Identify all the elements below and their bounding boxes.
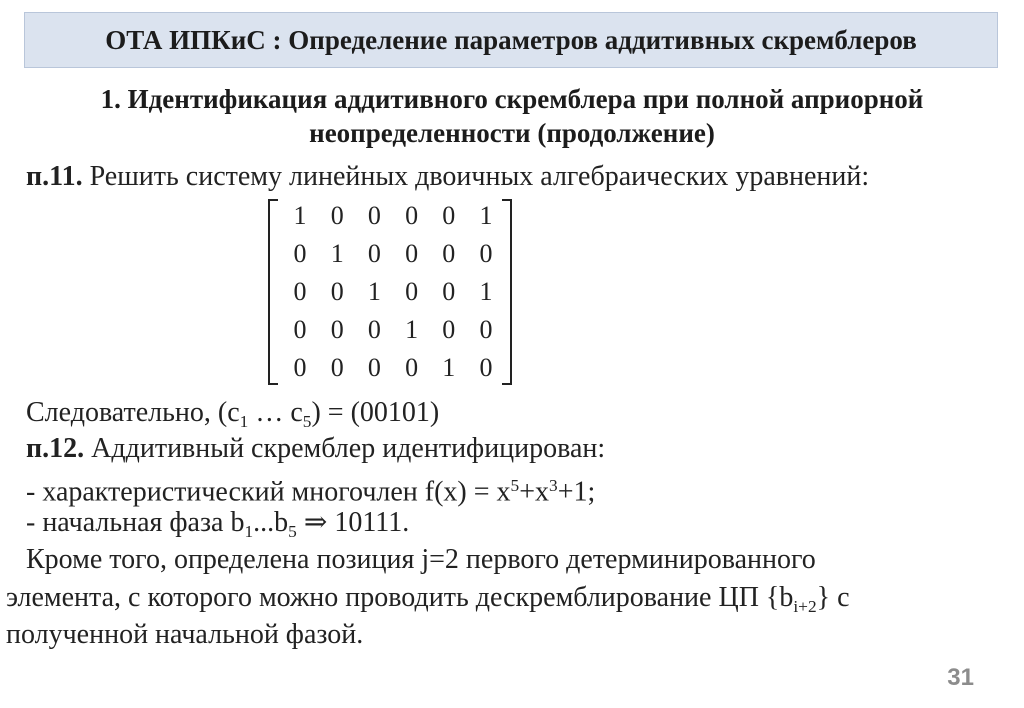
matrix-cell: 0 bbox=[405, 353, 419, 382]
conclusion-line-3: полученной начальной фазой. bbox=[6, 619, 364, 650]
polynomial-exponent-5: 5 bbox=[510, 476, 520, 495]
step-11-text: Решить систему линейных двоичных алгебраических уравнений: bbox=[82, 161, 870, 192]
matrix-cell: 1 bbox=[442, 353, 456, 382]
polynomial-prefix: - характеристический многочлен f(x) = x bbox=[26, 476, 511, 508]
equation-matrix bbox=[268, 195, 512, 387]
matrix-cell: 1 bbox=[330, 239, 344, 268]
polynomial-mid: +x bbox=[519, 476, 550, 508]
matrix-cell: 0 bbox=[442, 239, 456, 268]
matrix-cell: 0 bbox=[405, 201, 419, 230]
consequently-suffix: ) = (00101) bbox=[311, 397, 440, 428]
subtitle-line-1: 1. Идентификация аддитивного скремблера при полной априорной bbox=[100, 84, 924, 114]
initial-phase-value: 10111. bbox=[334, 507, 410, 538]
polynomial-exponent-3: 3 bbox=[549, 476, 558, 495]
matrix-cell: 0 bbox=[330, 315, 344, 344]
step-12-label: п.12. bbox=[26, 433, 85, 464]
implies-arrow-icon: ⇒ bbox=[296, 507, 335, 538]
matrix-cell: 0 bbox=[367, 315, 381, 344]
initial-phase-sub-1: 1 bbox=[244, 522, 254, 542]
conclusion-line-1: Кроме того, определена позиция j=2 первого детерминированного bbox=[26, 544, 816, 575]
matrix-row bbox=[282, 197, 504, 235]
polynomial-line bbox=[26, 469, 595, 510]
matrix-cell: 0 bbox=[405, 239, 419, 268]
consequently-sub-5: 5 bbox=[302, 412, 312, 432]
matrix-cell: 0 bbox=[367, 201, 381, 230]
initial-phase-prefix: - начальная фаза b bbox=[26, 507, 245, 538]
consequently-mid: … с bbox=[248, 397, 303, 428]
step-12 bbox=[26, 432, 605, 466]
matrix-cell: 1 bbox=[293, 201, 307, 230]
matrix-cell: 0 bbox=[330, 201, 344, 230]
matrix-cell: 0 bbox=[479, 239, 493, 268]
matrix-cell: 0 bbox=[330, 277, 344, 306]
matrix-cell: 0 bbox=[330, 353, 344, 382]
conclusion-line-2-suffix: } с bbox=[816, 582, 850, 613]
matrix-row bbox=[282, 235, 504, 273]
matrix-cell: 0 bbox=[293, 315, 307, 344]
matrix-cell: 0 bbox=[405, 277, 419, 306]
matrix-cell: 0 bbox=[293, 239, 307, 268]
matrix-cell: 0 bbox=[442, 201, 456, 230]
matrix-cell: 0 bbox=[293, 277, 307, 306]
matrix-cell: 1 bbox=[367, 277, 381, 306]
matrix-row bbox=[282, 349, 504, 387]
matrix-cell: 0 bbox=[442, 315, 456, 344]
step-11 bbox=[26, 160, 869, 194]
polynomial-suffix: +1; bbox=[557, 476, 596, 508]
matrix-row bbox=[282, 273, 504, 311]
slide-title-bar bbox=[24, 12, 998, 68]
initial-phase-mid: ...b bbox=[253, 507, 289, 538]
matrix-cell: 0 bbox=[479, 315, 493, 344]
step-12-text: Аддитивный скремблер идентифицирован: bbox=[84, 433, 606, 464]
matrix-cell: 1 bbox=[479, 277, 493, 306]
page-number: 31 bbox=[947, 664, 974, 691]
matrix-cell: 0 bbox=[367, 239, 381, 268]
slide-title: ОТА ИПКиС : Определение параметров аддитивных скремблеров bbox=[105, 24, 917, 55]
matrix-cell: 0 bbox=[479, 353, 493, 382]
matrix-cell: 0 bbox=[293, 353, 307, 382]
matrix-left-bracket bbox=[268, 199, 278, 385]
initial-phase-sub-5: 5 bbox=[288, 522, 297, 542]
consequently-prefix: Следовательно, (с bbox=[26, 397, 240, 428]
conclusion-sub-i2: i+2 bbox=[793, 597, 817, 617]
consequently-sub-1: 1 bbox=[239, 412, 249, 432]
subtitle-line-2: неопределенности (продолжение) bbox=[309, 118, 715, 148]
matrix-cell: 1 bbox=[479, 201, 493, 230]
conclusion-line-2-prefix: элемента, с которого можно проводить дескремблирование ЦП {b bbox=[6, 582, 794, 613]
subtitle bbox=[20, 82, 1004, 150]
matrix-row bbox=[282, 311, 504, 349]
matrix-cell: 0 bbox=[442, 277, 456, 306]
matrix-cell: 1 bbox=[405, 315, 419, 344]
matrix-cell: 0 bbox=[367, 353, 381, 382]
step-11-label: п.11. bbox=[26, 161, 83, 192]
